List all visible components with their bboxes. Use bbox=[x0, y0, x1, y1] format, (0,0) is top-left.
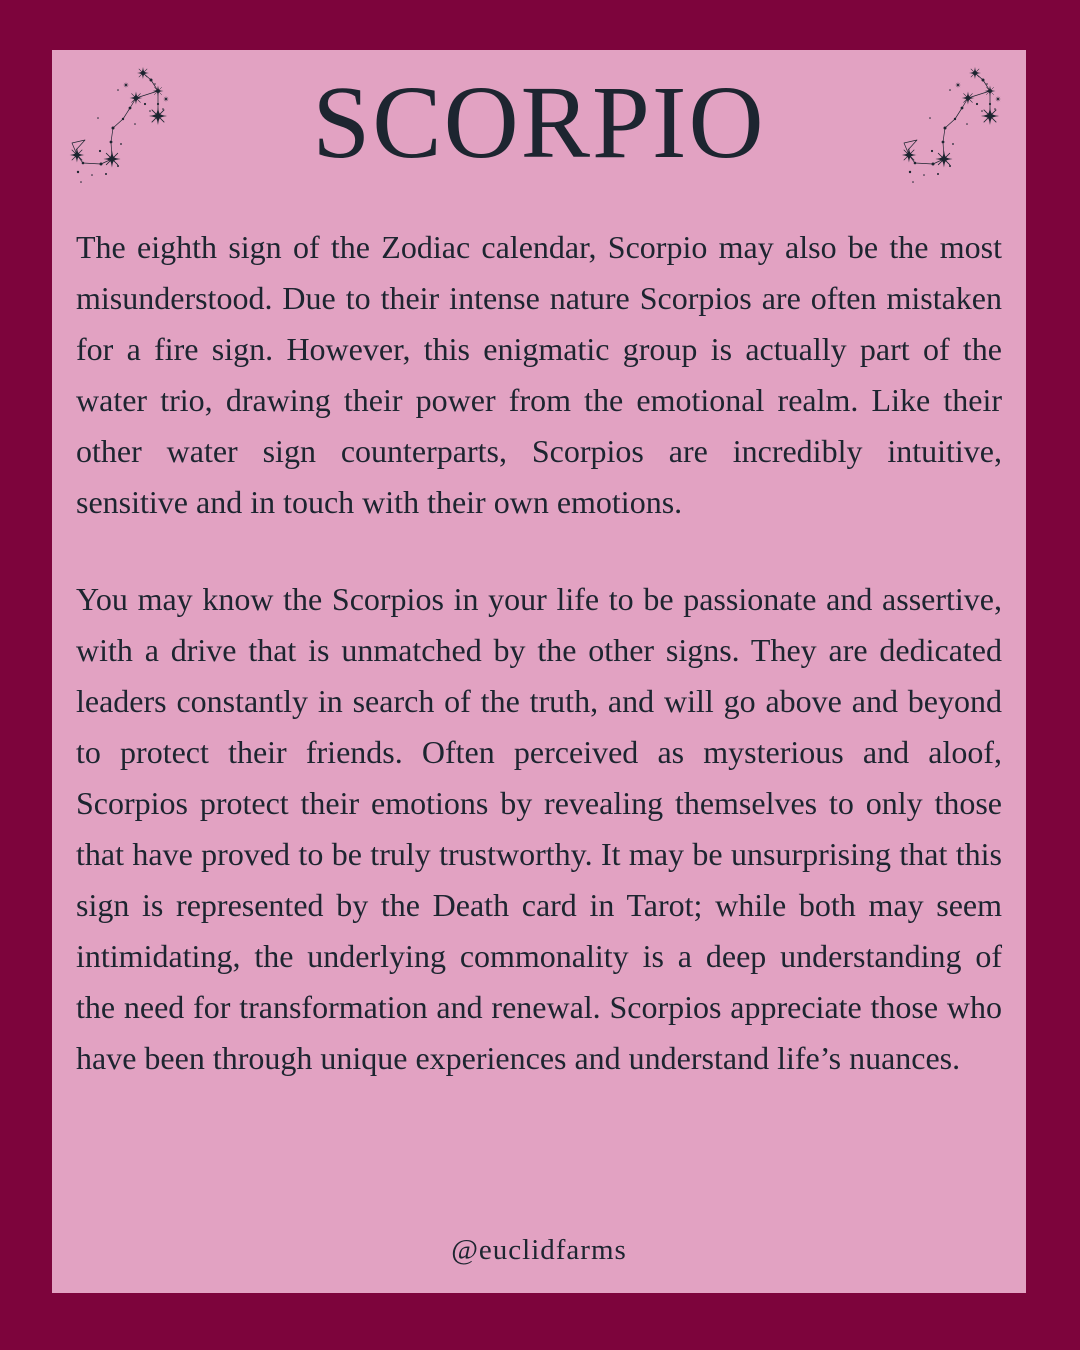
header bbox=[52, 50, 1026, 208]
scorpio-constellation-icon bbox=[880, 54, 1026, 194]
account-handle: @euclidfarms bbox=[451, 1234, 627, 1266]
body-text bbox=[52, 208, 1026, 1084]
content-panel bbox=[52, 50, 1026, 1293]
page-title: SCORPIO bbox=[312, 65, 766, 180]
paragraph-1: The eighth sign of the Zodiac calendar, Scorpio may also be the most misunderstood. Due to their intense nature Scorpios are often mistaken for a fire sign. However, this enigmatic group is actually part of the water trio, drawing their power from the emotional realm. Like their other water sign counterparts, Scorpios are incredibly intuitive, sensitive and in touch with their own emotions. bbox=[76, 229, 1002, 520]
footer bbox=[52, 1234, 1026, 1267]
paragraph-2: You may know the Scorpios in your life to be passionate and assertive, with a drive that is unmatched by the other signs. They are dedicated leaders constantly in search of the truth, and will go above and beyond to protect their friends. Often perceived as mysterious and aloof, Scorpios protect their emotions by revealing themselves to only those that have proved to be truly trustworthy. It may be unsurprising that this sign is represented by the Death card in Tarot; while both may seem intimidating, the underlying commonality is a deep understanding of the need for transformation and renewal. Scorpios appreciate those who have been through unique experiences and understand life’s nuances. bbox=[76, 581, 1002, 1076]
scorpio-constellation-icon bbox=[52, 54, 198, 194]
